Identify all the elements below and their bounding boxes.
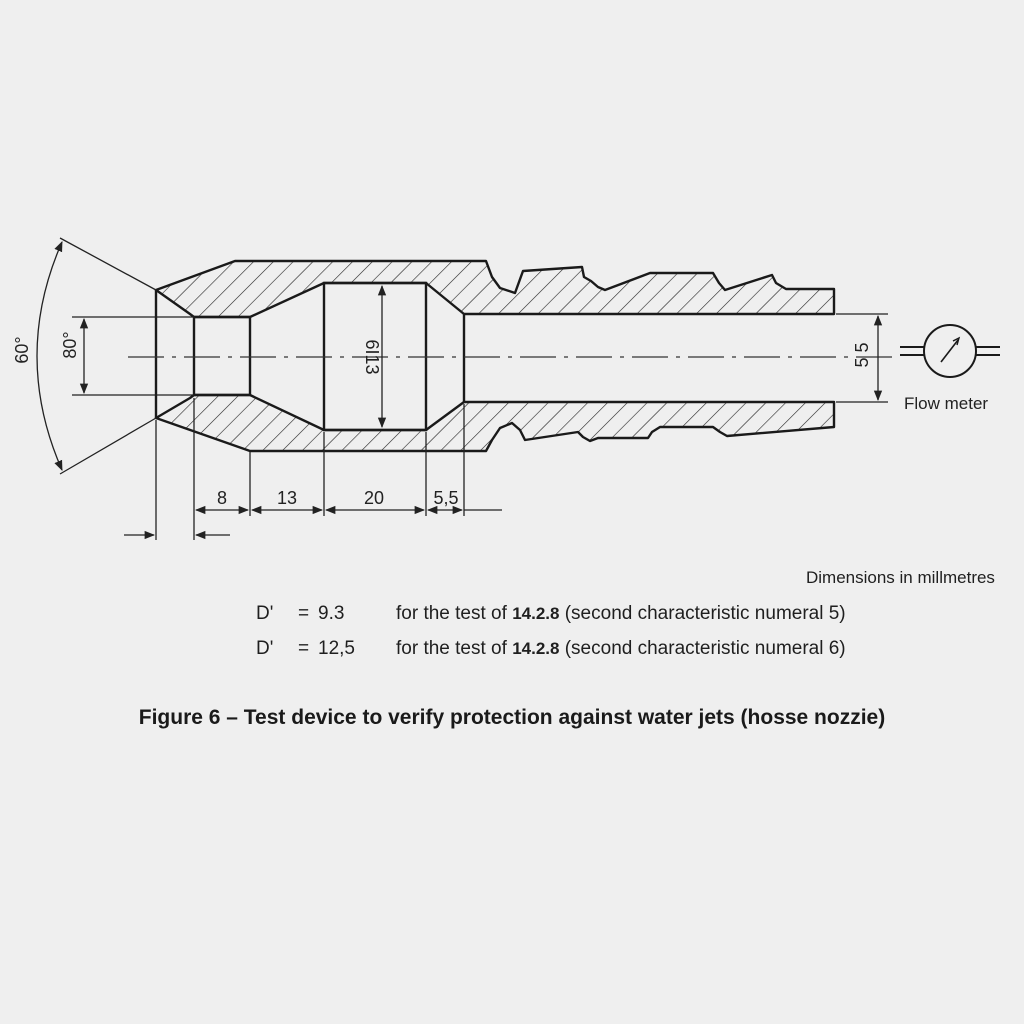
bore-diameter-label: 6I13 bbox=[362, 339, 382, 375]
legend-row-1-tail: (second characteristic numeral 5) bbox=[564, 603, 846, 624]
legend-row-1 bbox=[256, 603, 846, 625]
length-label-13: 13 bbox=[276, 488, 298, 508]
legend-row-1-text: for the test of bbox=[396, 603, 507, 624]
units-note: Dimensions in millmetres bbox=[806, 568, 995, 587]
legend-row-2 bbox=[256, 638, 846, 660]
upper-wall-section bbox=[156, 261, 834, 317]
flow-meter-icon bbox=[900, 325, 1000, 377]
length-label-20: 20 bbox=[363, 488, 385, 508]
angle-60-dimension bbox=[37, 238, 156, 474]
legend-row-2-value: 12,5 bbox=[318, 638, 355, 659]
angle-80-label: 80° bbox=[60, 331, 80, 359]
legend-row-1-value: 9.3 bbox=[318, 603, 345, 624]
angle-80-dimension bbox=[72, 317, 194, 395]
legend-row-1-eq: = bbox=[298, 603, 310, 624]
legend-row-2-text: for the test of bbox=[396, 638, 507, 659]
legend-row-2-symbol: D' bbox=[256, 638, 274, 659]
legend-row-2-ref: 14.2.8 bbox=[512, 639, 560, 658]
legend-row-1-symbol: D' bbox=[256, 603, 274, 624]
lower-wall-section bbox=[156, 395, 834, 451]
length-label-5-5: 5,5 bbox=[433, 488, 459, 508]
figure-caption: Figure 6 – Test device to verify protection against water jets (hosse nozzie) bbox=[138, 706, 886, 729]
legend-row-2-eq: = bbox=[298, 638, 310, 659]
outlet-diameter-label: 5 5 bbox=[852, 342, 872, 368]
legend-row-1-ref: 14.2.8 bbox=[512, 604, 560, 623]
flow-meter-label: Flow meter bbox=[904, 394, 989, 413]
legend-row-2-tail: (second characteristic numeral 6) bbox=[564, 638, 846, 659]
length-label-8: 8 bbox=[216, 488, 228, 508]
angle-60-label: 60° bbox=[12, 336, 32, 364]
